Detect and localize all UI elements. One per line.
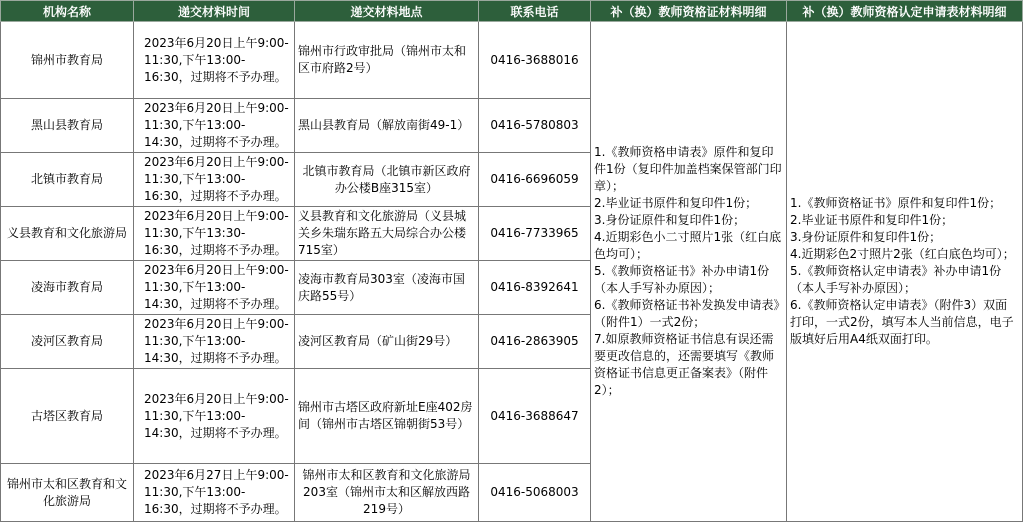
submit-time: 2023年6月27日上午9:00-11:30,下午13:00-16:30，过期将不予办理。 [134, 464, 295, 522]
agency-name: 锦州市太和区教育和文化旅游局 [1, 464, 134, 522]
form-material-item: 2.毕业证书原件和复印件1份； [790, 213, 954, 227]
phone-number: 0416-6696059 [479, 153, 591, 207]
form-material-item: 6.《教师资格认定申请表》（附件3）双面打印，一式2份，填写本人当前信息，电子版填好后用A4纸双面打印。 [790, 298, 1014, 346]
submit-place: 凌河区教育局（矿山街29号） [295, 315, 479, 369]
form-materials-cell [787, 22, 1023, 522]
phone-number: 0416-3688016 [479, 22, 591, 99]
submit-time: 2023年6月20日上午9:00-11:30,下午13:00-14:30，过期将不予办理。 [134, 369, 295, 464]
submit-place: 凌海市教育局303室（凌海市国庆路55号） [295, 261, 479, 315]
submit-time: 2023年6月20日上午9:00-11:30,下午13:00-14:30，过期将不予办理。 [134, 315, 295, 369]
phone-number: 0416-8392641 [479, 261, 591, 315]
cert-materials-cell [591, 22, 787, 522]
phone-number: 0416-5068003 [479, 464, 591, 522]
agency-name: 凌河区教育局 [1, 315, 134, 369]
submit-place: 义县教育和文化旅游局（义县城关乡朱瑞东路五大局综合办公楼715室） [295, 207, 479, 261]
agency-name: 古塔区教育局 [1, 369, 134, 464]
submit-place: 锦州市古塔区政府新址E座402房间（锦州市古塔区锦朝街53号） [295, 369, 479, 464]
agency-name: 锦州市教育局 [1, 22, 134, 99]
table-header-row [1, 1, 1023, 22]
phone-number: 0416-3688647 [479, 369, 591, 464]
form-material-item: 5.《教师资格认定申请表》补办申请1份（本人手写补办原因）； [790, 264, 1002, 295]
cert-material-item: 4.近期彩色小二寸照片1张（红白底色均可）； [594, 230, 782, 261]
header-agency: 机构名称 [1, 1, 134, 22]
submit-time: 2023年6月20日上午9:00-11:30,下午13:00-16:30，过期将不予办理。 [134, 153, 295, 207]
phone-number: 0416-7733965 [479, 207, 591, 261]
agency-name: 凌海市教育局 [1, 261, 134, 315]
submit-place: 锦州市太和区教育和文化旅游局203室（锦州市太和区解放西路219号） [295, 464, 479, 522]
phone-number: 0416-2863905 [479, 315, 591, 369]
submit-place: 黑山县教育局（解放南街49-1） [295, 99, 479, 153]
agency-name: 黑山县教育局 [1, 99, 134, 153]
table-row [1, 22, 1023, 99]
submit-place: 锦州市行政审批局（锦州市太和区市府路2号） [295, 22, 479, 99]
form-material-item: 4.近期彩色2寸照片2张（红白底色均可）； [790, 247, 1015, 261]
agency-name: 义县教育和文化旅游局 [1, 207, 134, 261]
cert-material-item: 6.《教师资格证书补发换发申请表》（附件1）一式2份； [594, 298, 780, 329]
submit-time: 2023年6月20日上午9:00-11:30,下午13:00-14:30，过期将不予办理。 [134, 99, 295, 153]
agency-name: 北镇市教育局 [1, 153, 134, 207]
header-cert-materials: 补（换）教师资格证材料明细 [591, 1, 787, 22]
cert-material-item: 2.毕业证书原件和复印件1份； [594, 196, 758, 210]
submit-time: 2023年6月20日上午9:00-11:30,下午13:30-16:30，过期将不予办理。 [134, 207, 295, 261]
cert-material-item: 1.《教师资格申请表》原件和复印件1份（复印件加盖档案保管部门印章）； [594, 145, 782, 193]
header-form-materials: 补（换）教师资格认定申请表材料明细 [787, 1, 1023, 22]
submit-place: 北镇市教育局（北镇市新区政府办公楼B座315室） [295, 153, 479, 207]
form-material-item: 3.身份证原件和复印件1份； [790, 230, 942, 244]
header-place: 递交材料地点 [295, 1, 479, 22]
submit-time: 2023年6月20日上午9:00-11:30,下午13:00-14:30，过期将不予办理。 [134, 261, 295, 315]
cert-material-item: 3.身份证原件和复印件1份； [594, 213, 746, 227]
form-material-item: 1.《教师资格证书》原件和复印件1份； [790, 196, 1002, 210]
header-time: 递交材料时间 [134, 1, 295, 22]
cert-material-item: 7.如原教师资格证书信息有误还需要更改信息的，还需要填写《教师资格证书信息更正备案表》（附件2）； [594, 332, 775, 397]
cert-material-item: 5.《教师资格证书》补办申请1份（本人手写补办原因）； [594, 264, 770, 295]
phone-number: 0416-5780803 [479, 99, 591, 153]
header-phone: 联系电话 [479, 1, 591, 22]
submit-time: 2023年6月20日上午9:00-11:30,下午13:00-16:30，过期将不予办理。 [134, 22, 295, 99]
